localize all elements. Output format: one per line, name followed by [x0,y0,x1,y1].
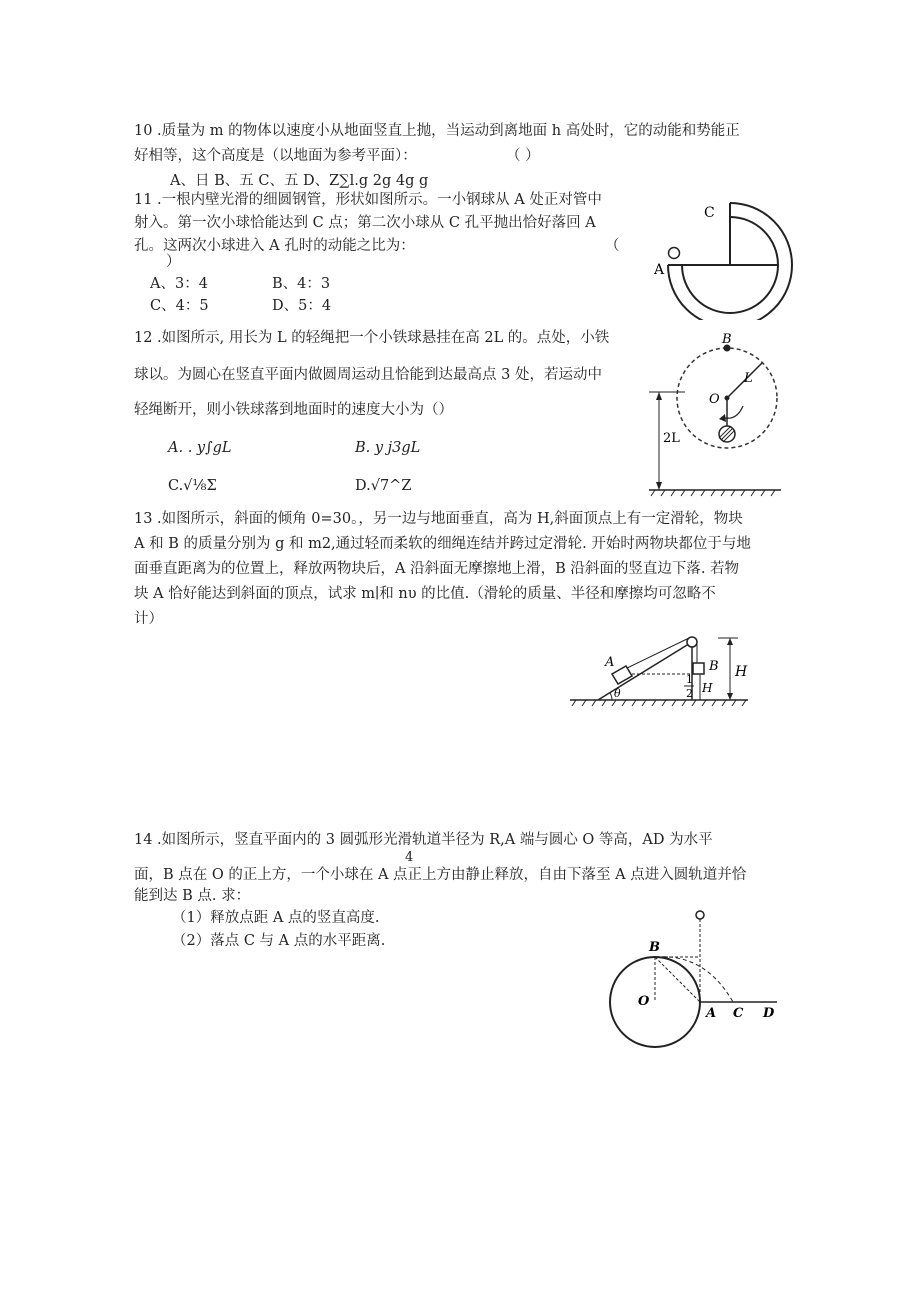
q11-paren-open: （ [605,238,620,254]
q13-line5: 计） [134,611,163,627]
q11-line2: 射入。第一次小球恰能达到 C 点；第二次小球从 C 孔平抛出恰好落回 A [134,215,596,231]
q12-line2: 球以。为圆心在竖直平面内做圆周运动且恰能到达最高点 3 处，若运动中 [134,367,602,383]
q14-line1: 14 .如图所示，竖直平面内的 3 圆弧形光滑轨道半径为 R,A 端与圆心 O 等高，AD 为水平 [134,832,713,848]
q14-label-a: A [706,1006,717,1021]
q10-line2: 好相等，这个高度是（以地面为参考平面）： [134,148,417,164]
q11-option-a: A、3：4 [150,276,208,292]
q12-option-d: D.√7^Z [355,478,412,494]
q11-label-c: C [704,205,715,221]
q12-pendulum-figure [645,330,785,500]
q11-paren-close: ） [166,254,181,270]
q13-line3: 面垂直距离为的位置上，释放两物块后，A 沿斜面无摩擦地上滑，B 沿斜面的竖直边下落. 若物 [134,561,740,577]
q11-line3: 孔。这两次小球进入 A 孔时的动能之比为： [134,238,415,254]
q12-option-b: B. y j3gL [355,440,421,456]
q13-incline-surface [598,642,692,700]
q12-label-b: B [722,332,732,347]
q12-option-c: C.√⅛Σ [168,478,217,494]
q12-option-a: A. . y∫gL [168,440,232,456]
q12-arrow-head [719,414,726,422]
q13-label-a: A [605,655,615,670]
q14-label-b: B [649,940,660,955]
q13-incline-figure [568,630,753,715]
q12-label-o: O [709,392,720,407]
q14-line2: 面，B 点在 O 的正上方，一个小球在 A 点正上方由静止释放，自由下落至 A 点进入圆轨道并恰 [134,867,747,883]
q11-option-c: C、4：5 [150,298,209,314]
q11-tube-figure [640,195,805,320]
q13-label-b: B [709,659,719,674]
q11-label-a: A [654,262,665,278]
q13-label-half-num: 1 [686,673,693,686]
q13-line1: 13 .如图所示，斜面的倾角 0=30。，另一边与地面垂直，高为 H,斜面顶点上有一定滑轮，物块 [134,511,743,527]
q13-label-theta: θ [614,687,621,700]
q14-track-figure [605,905,795,1055]
q14-label-d: D [763,1006,775,1021]
q11-option-b: B、4：3 [272,276,331,292]
q14-label-c: C [733,1006,744,1021]
q13-label-half-h: H [702,681,713,695]
q13-line2: A 和 B 的质量分别为 g 和 m2,通过轻而柔软的细绳连结并跨过定滑轮. 开始时两物块都位于与地 [134,536,751,552]
q12-label-l: L [744,371,753,386]
q11-line1: 11 .一根内壁光滑的细圆钢管，形状如图所示。一小钢球从 A 处正对管中 [134,192,602,208]
q12-line1: 12 .如图所示, 用长为 L 的轻绳把一个小铁球悬挂在高 2L 的。点处，小铁 [134,330,610,346]
q12-line3: 轻绳断开，则小铁球落到地面时的速度大小为（） [134,402,453,418]
q10-line1: 10 .质量为 m 的物体以速度小从地面竖直上抛，当运动到离地面 h 高处时，它的动能和势能正 [134,123,740,139]
q13-string-a [623,638,689,670]
q13-label-h: H [735,664,748,680]
q14-label-o: O [638,994,650,1009]
q10-answer-paren: （ ） [506,148,540,164]
q14-subquestion-1: （1）释放点距 A 点的竖直高度. [172,910,380,926]
q13-block-b [693,663,704,674]
q11-ball [669,248,680,259]
q12-label-2l: 2L [663,431,680,446]
q14-line3: 能到达 B 点. 求： [134,888,251,904]
q10-options: A、日 B、五 C、五 D、Z∑l.g 2g 4g g [170,173,429,189]
q14-ball [696,911,704,919]
q13-label-half-den: 2 [686,687,693,700]
q14-fraction-denominator: 4 [405,850,414,865]
q11-option-d: D、5：4 [272,298,332,314]
q14-subquestion-2: （2）落点 C 与 A 点的水平距离. [172,933,386,949]
q13-line4: 块 A 恰好能达到斜面的顶点，试求 m∣和 nυ 的比值.（滑轮的质量、半径和摩擦均可忽略不 [134,586,716,602]
